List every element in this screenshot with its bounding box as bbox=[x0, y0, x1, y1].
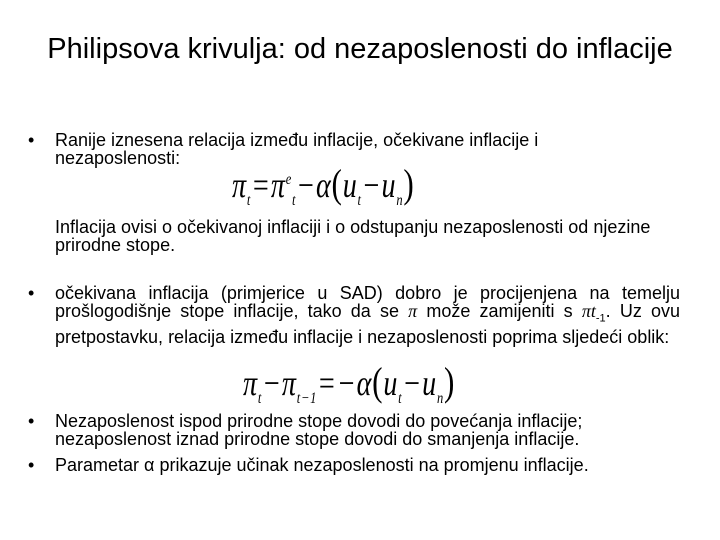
bullet-marker: • bbox=[28, 411, 35, 431]
bullet-text-unemployment-effect: Nezaposlenost ispod prirodne stope dovodi do povećanja inflacije; nezaposlenost iznad prirodne stope dovodi do smanjenja inflacije. bbox=[55, 411, 583, 449]
formula-expected-inflation: $\pi_t=\pi^e_t-\alpha(u_t-u_n)$ bbox=[232, 161, 415, 210]
bullet-marker: • bbox=[28, 130, 35, 150]
page-title: Philipsova krivulja: od nezaposlenosti do inflacije bbox=[47, 33, 673, 65]
bullet-text-relation: Ranije iznesena relacija između inflacije, očekivane inflacije i nezaposlenosti: bbox=[55, 130, 539, 168]
bullet-marker: • bbox=[28, 283, 35, 303]
bullet-marker: • bbox=[28, 455, 35, 475]
bullet-text-expected-inflation: očekivana inflacija (primjerice u SAD) dobro je procijenjena na temelju prošlogodišnje stope inflacije, tako da se π može zamijeniti s $\pi t_{-1}$. Uz ovu pretpostavku, relacija između inflacije i nezaposlenosti poprima sljedeći oblik: bbox=[55, 283, 680, 347]
inflation-note: Inflacija ovisi o očekivanoj inflaciji i o odstupanju nezaposlenosti od njezine prirodne stope. bbox=[55, 217, 651, 255]
bullet-text-alpha-parameter: Parametar α prikazuje učinak nezaposlenosti na promjenu inflacije. bbox=[55, 455, 589, 475]
formula-inflation-change: $\pi_t-\pi_{t-1}=-\alpha(u_t-u_n)$ bbox=[243, 359, 456, 408]
